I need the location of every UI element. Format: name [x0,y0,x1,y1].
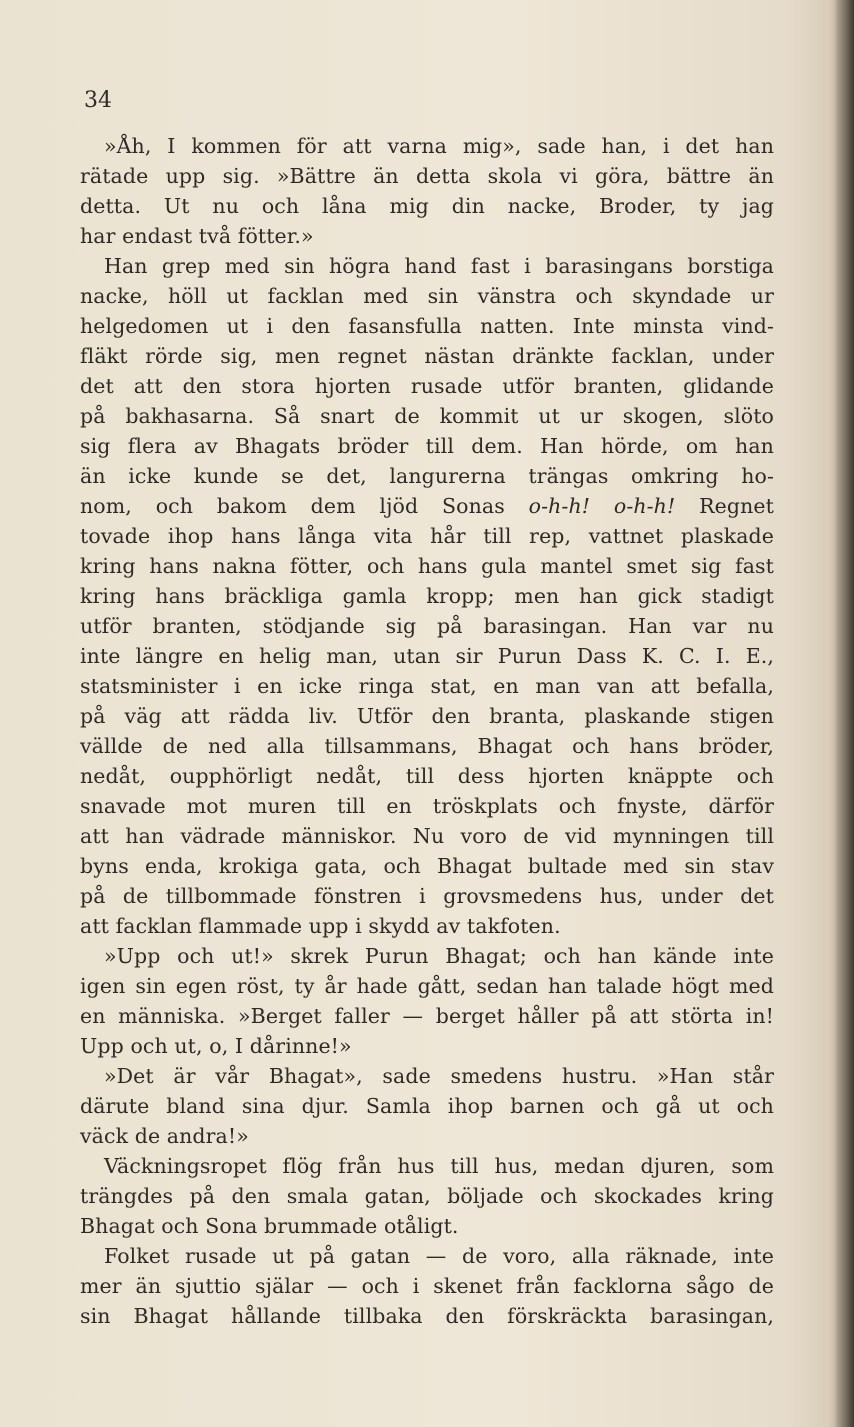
text-line: »Det är vår Bhagat», sade smedens hustru. »Han står [104,1064,774,1088]
text-line: att facklan flammade upp i skydd av takfoten. [80,914,561,938]
text-line: Bhagat och Sona brummade otåligt. [80,1214,459,1238]
text-line: har endast två fötter.» [80,224,314,248]
text-line: helgedomen ut i den fasansfulla natten. Inte minsta vind- [80,314,774,338]
text-line: mer än sjuttio själar — och i skenet från facklorna sågo de [80,1274,774,1298]
text-line: sig flera av Bhagats bröder till dem. Han hörde, om han [80,434,774,458]
text-line: trängdes på den smala gatan, böljade och skockades kring [80,1184,774,1208]
text-line: att han vädrade människor. Nu voro de vid mynningen till [80,824,774,848]
body-text [80,131,774,1331]
text-line: fläkt rörde sig, men regnet nästan dränkte facklan, under [80,344,774,368]
text-line: på de tillbommade fönstren i grovsmedens hus, under det [80,884,774,908]
text-line: igen sin egen röst, ty år hade gått, sedan han talade högt med [80,974,774,998]
text-line: utför branten, stödjande sig på barasingan. Han var nu [80,614,774,638]
text-line: rätade upp sig. »Bättre än detta skola vi göra, bättre än [80,164,774,188]
text-line: därute bland sina djur. Samla ihop barnen och gå ut och [80,1094,774,1118]
text-line: tovade ihop hans långa vita hår till rep, vattnet plaskade [80,524,774,548]
text-line: »Åh, I kommen för att varna mig», sade han, i det han [104,134,774,158]
book-spine-shadow [834,0,854,1427]
text-line: Folket rusade ut på gatan — de voro, alla räknade, inte [104,1244,774,1268]
page-number: 34 [84,88,112,113]
text-line: statsminister i en icke ringa stat, en man van att befalla, [80,674,774,698]
text-line: Han grep med sin högra hand fast i barasingans borstiga [104,254,774,278]
text-line: kring hans nakna fötter, och hans gula mantel smet sig fast [80,554,774,578]
text-line: snavade mot muren till en tröskplats och fnyste, därför [80,794,774,818]
text-line: på väg att rädda liv. Utför den branta, plaskande stigen [80,704,774,728]
text-line: Väckningsropet flög från hus till hus, medan djuren, som [104,1154,774,1178]
text-line: Upp och ut, o, I dårinne!» [80,1034,352,1058]
text-line: än icke kunde se det, langurerna trängas omkring ho- [80,464,774,488]
text-line: på bakhasarna. Så snart de kommit ut ur skogen, slöto [80,404,774,428]
text-line: kring hans bräckliga gamla kropp; men han gick stadigt [80,584,774,608]
text-line-segment: nom, och bakom dem ljöd Sonas [80,494,505,518]
text-line: väck de andra!» [80,1124,249,1148]
text-line: »Upp och ut!» skrek Purun Bhagat; och han kände inte [104,944,774,968]
text-line [80,491,774,521]
text-line: nacke, höll ut facklan med sin vänstra och skyndade ur [80,284,774,308]
text-line: byns enda, krokiga gata, och Bhagat bultade med sin stav [80,854,774,878]
italic-text: o-h-h! o-h-h! [528,494,676,518]
text-line: nedåt, oupphörligt nedåt, till dess hjorten knäppte och [80,764,774,788]
text-line: detta. Ut nu och låna mig din nacke, Broder, ty jag [80,194,774,218]
text-line: en människa. »Berget faller — berget håller på att störta in! [80,1004,774,1028]
text-line: det att den stora hjorten rusade utför branten, glidande [80,374,774,398]
text-line: sin Bhagat hållande tillbaka den förskräckta barasingan, [80,1304,774,1328]
text-line: inte längre en helig man, utan sir Purun Dass K. C. I. E., [80,644,774,668]
text-line: vällde de ned alla tillsammans, Bhagat och hans bröder, [80,734,774,758]
text-line-segment: Regnet [699,494,774,518]
